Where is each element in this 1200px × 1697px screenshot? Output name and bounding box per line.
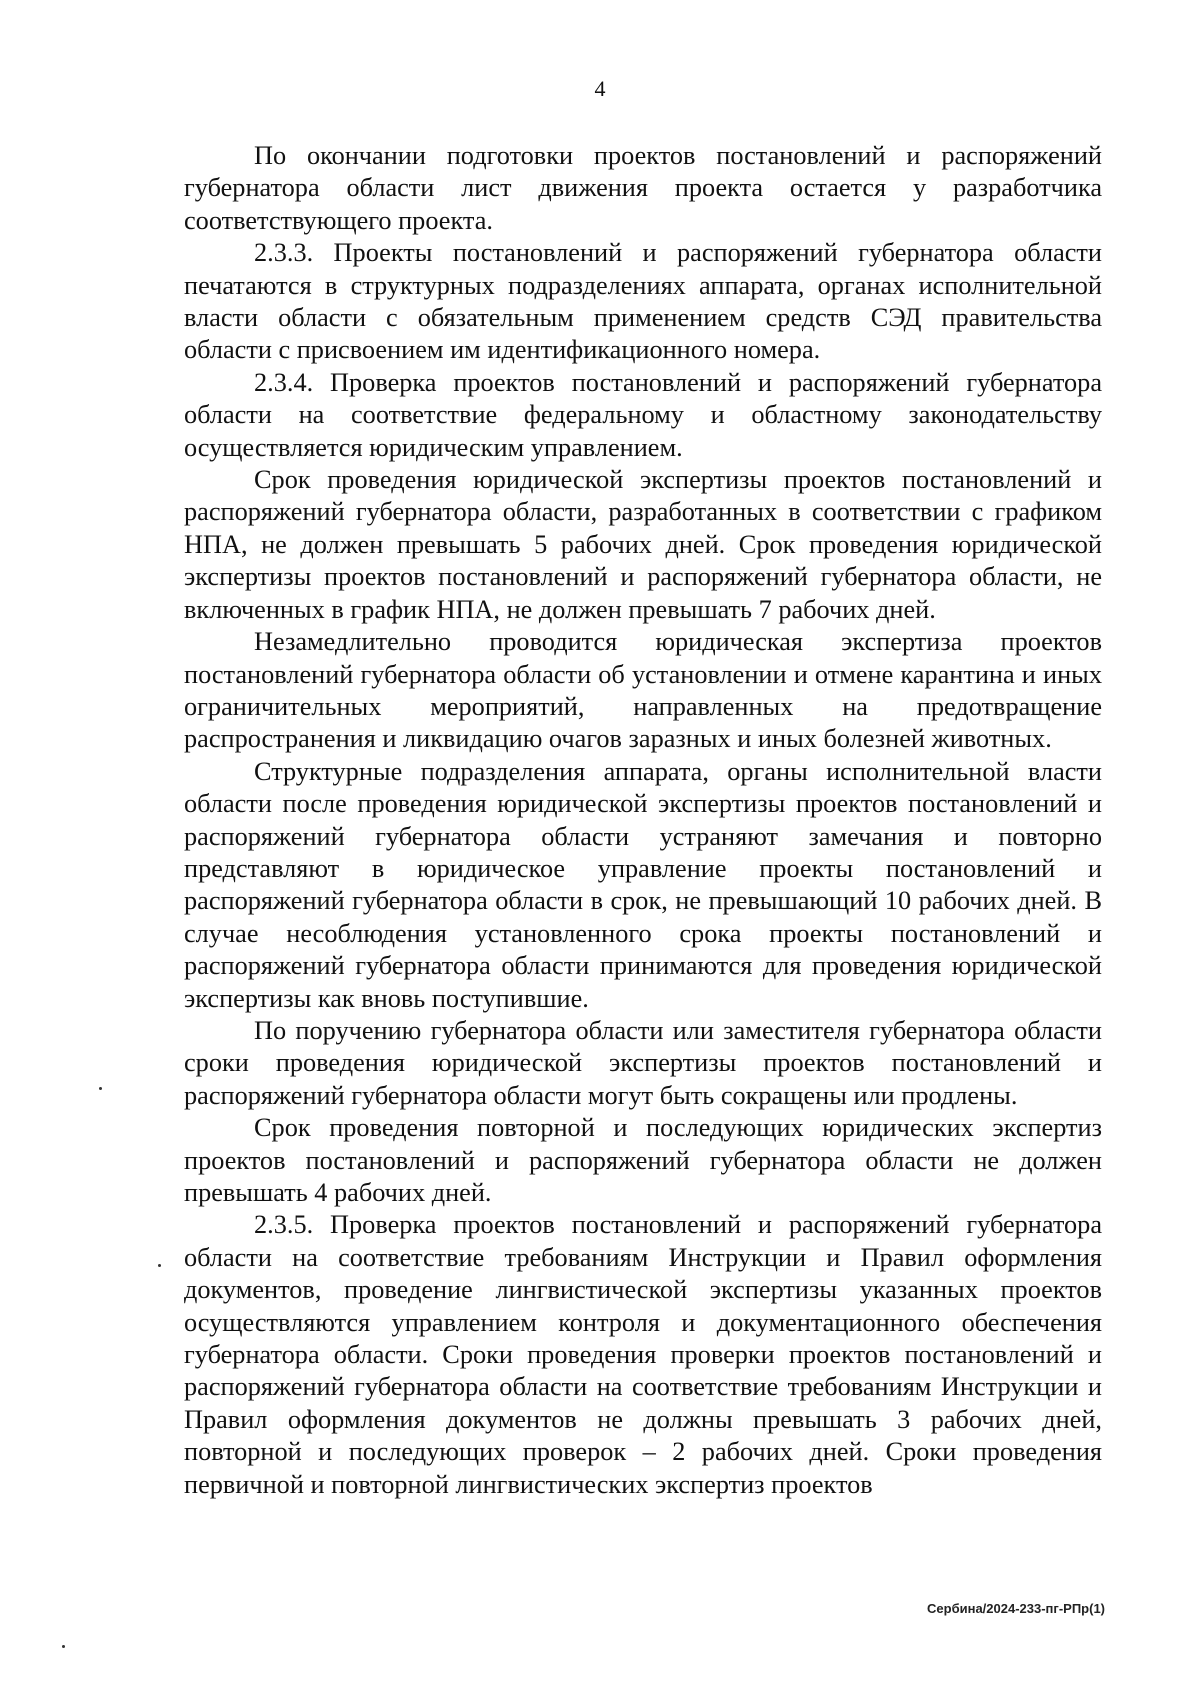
paragraph-2-3-5: 2.3.5. Проверка проектов постановлений и распоряжений губернатора области на соответствие требованиям Инструкции и Правил оформления документов, проведение лингвистической экспертизы указанных проектов осуществляются управлением контроля и документационного обеспечения губернатора области. Сроки проведения проверки проектов постановлений и распоряжений губернатора области на соответствие требованиям Инструкции и Правил оформления документов не должны превышать 3 рабочих дней, повторной и последующих проверок – 2 рабочих дней. Сроки проведения первичной и повторной лингвистических экспертиз проектов	[184, 1210, 1102, 1499]
page-number: 4	[594, 76, 606, 101]
document-body	[184, 140, 1102, 1501]
paragraph-expertise-term: Срок проведения юридической экспертизы проектов постановлений и распоряжений губернатора области, разработанных в соответствии с графиком НПА, не должен превышать 5 рабочих дней. Срок проведения юридической экспертизы проектов постановлений и распоряжений губернатора области, не включенных в график НПА, не должен превышать 7 рабочих дней.	[184, 465, 1102, 624]
paragraph-2-3-3: 2.3.3. Проекты постановлений и распоряжений губернатора области печатаются в структурных подразделениях аппарата, органах исполнительной власти области с обязательным применением средств СЭД правительства области с присвоением им идентификационного номера.	[184, 238, 1102, 365]
document-code: Сербина/2024-233-пг-РПр(1)	[927, 1601, 1105, 1616]
paragraph-1: По окончании подготовки проектов постановлений и распоряжений губернатора области лист движения проекта остается у разработчика соответствующего проекта.	[184, 141, 1102, 235]
scan-speck	[158, 1264, 161, 1267]
paragraph-2-3-4: 2.3.4. Проверка проектов постановлений и распоряжений губернатора области на соответствие федеральному и областному законодательству осуществляется юридическим управлением.	[184, 367, 1102, 462]
scan-speck	[99, 1087, 102, 1090]
scan-speck	[62, 1645, 65, 1648]
paragraph-governor-order: По поручению губернатора области или заместителя губернатора области сроки проведения юридической экспертизы проектов постановлений и распоряжений губернатора области могут быть сокращены или продлены.	[184, 1015, 1102, 1110]
paragraph-structural-units: Структурные подразделения аппарата, органы исполнительной власти области после проведения юридической экспертизы проектов постановлений и распоряжений губернатора области устраняют замечания и повторно представляют в юридическое управление проекты постановлений и распоряжений губернатора области в срок, не превышающий 10 рабочих дней. В случае несоблюдения установленного срока проекты постановлений и распоряжений губернатора области принимаются для проведения юридической экспертизы как вновь поступившие.	[184, 756, 1102, 1013]
paragraph-immediate-expertise: Незамедлительно проводится юридическая экспертиза проектов постановлений губернатора области об установлении и отмене карантина и иных ограничительных мероприятий, направленных на предотвращение распространения и ликвидацию очагов заразных и иных болезней животных.	[184, 627, 1102, 754]
paragraph-repeat-expertise: Срок проведения повторной и последующих юридических экспертиз проектов постановлений и распоряжений губернатора области не должен превышать 4 рабочих дней.	[184, 1113, 1102, 1207]
